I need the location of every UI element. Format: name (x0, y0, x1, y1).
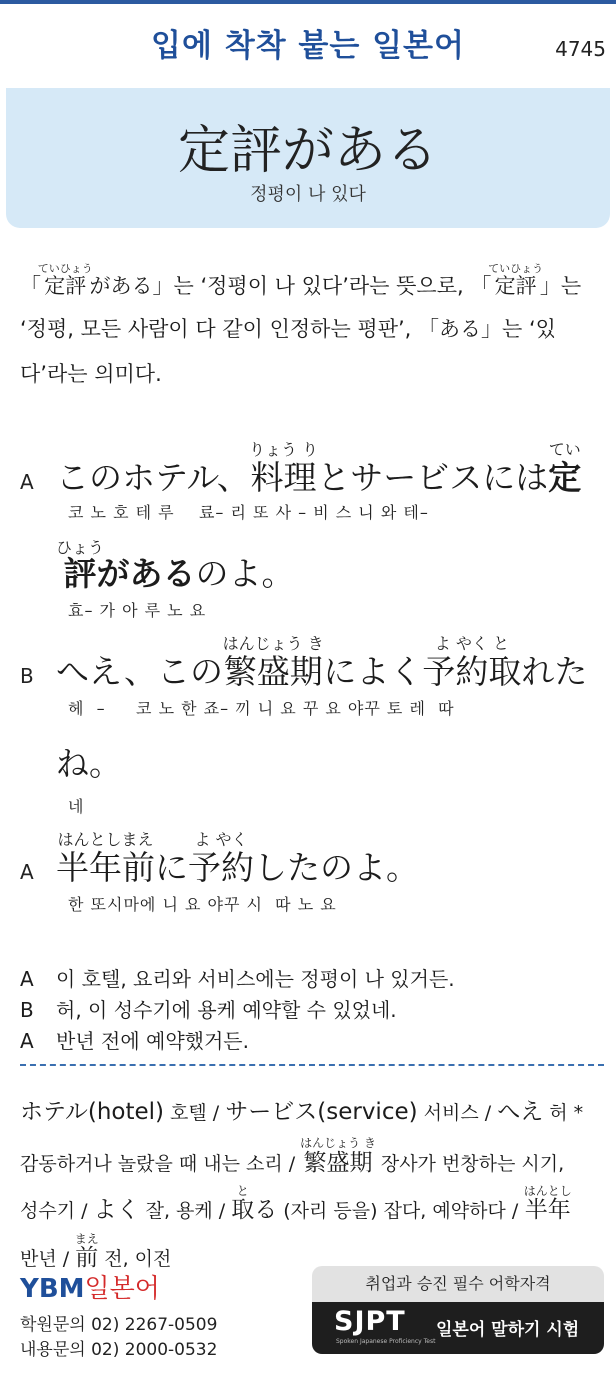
ruby-word: 定評ていひょう (37, 262, 93, 298)
explanation-line: 「定評ていひょうがある」는 ‘정평이 나 있다’라는 뜻으로, 「定評ていひょう」는 (20, 262, 582, 298)
explanation (20, 262, 600, 397)
explanation-line: 다’라는 의미다. (20, 362, 162, 386)
ybm-logo: YBM일본어 (20, 1274, 160, 1304)
vocab-line: 성수기 / よく 잘, 용케 / 取とる (자리 등을) 잡다, 예약하다 / 半年はんとし (20, 1184, 572, 1223)
speaker-label: B (20, 664, 34, 688)
vocabulary (20, 1088, 604, 1280)
expression-title: 定評がある (177, 121, 438, 181)
japanese-sentence: 評ひょうがあるのよ。 (56, 538, 295, 593)
sjpt-logo: SJPT (334, 1306, 406, 1337)
sjpt-bar (312, 1302, 604, 1354)
academy-phone: 학원문의 02) 2267-0509 (20, 1315, 218, 1335)
japanese-sentence: ね。 (56, 744, 122, 783)
dashed-divider (20, 1064, 604, 1066)
ruby-word: 定評ていひょう (488, 262, 544, 298)
content-phone: 내용문의 02) 2000-0532 (20, 1340, 218, 1360)
title-box (6, 88, 610, 228)
explanation-line: ‘정평, 모든 사람이 다 같이 인정하는 평판’, 「ある」는 ‘있 (20, 317, 556, 341)
sjpt-banner (312, 1266, 604, 1360)
expression-meaning: 정평이 나 있다 (250, 184, 366, 205)
translation-row: A 반년 전에 예약했거든. (20, 1029, 249, 1053)
japanese-sentence: このホテル、料理りょう りとサービスには定てい (56, 440, 582, 497)
translation-row: B 허, 이 성수기에 용케 예약할 수 있었네. (20, 998, 397, 1022)
issue-number: 4745 (555, 37, 606, 61)
vocab-line: ホテル(hotel) 호텔 / サービス(service) 서비스 / へえ 허 * (20, 1099, 584, 1125)
japanese-sentence: 半年前はんとしまえに予約よ やくしたのよ。 (56, 830, 419, 887)
japanese-sentence: へえ、この繁盛期はんじょう きによく予約取よ やく とれた (56, 634, 588, 691)
korean-reading: 헤 – 코 노 한 죠– 끼 니 요 꾸 요 야꾸 토 레 따 (68, 699, 455, 718)
sjpt-logo-subtext: Spoken Japanese Proficiency Test (336, 1338, 436, 1345)
sjpt-caption: 취업과 승진 필수 어학자격 (312, 1266, 604, 1302)
korean-reading: 코 노 호 테 루 료– 리 또 사 – 비 스 니 와 테– (68, 503, 429, 522)
speaker-label: A (20, 470, 34, 494)
translation-row: A 이 호텔, 요리와 서비스에는 정평이 나 있거든. (20, 967, 455, 991)
top-rule (0, 0, 616, 4)
series-title: 입에 착착 붙는 일본어 (151, 28, 465, 64)
korean-reading: 한 또시마에 니 요 야꾸 시 따 노 요 (68, 895, 337, 914)
korean-reading: 효– 가 아 루 노 요 (68, 601, 207, 620)
vocab-line: 감동하거나 놀랐을 때 내는 소리 / 繁盛期はんじょう き 장사가 번창하는 시기, (20, 1136, 565, 1176)
translations (20, 964, 455, 1057)
vocab-line: 반년 / 前まえ 전, 이전 (20, 1232, 172, 1271)
korean-reading: 네 (68, 797, 85, 816)
speaker-label: A (20, 860, 34, 884)
sjpt-label: 일본어 말하기 시험 (436, 1320, 580, 1340)
